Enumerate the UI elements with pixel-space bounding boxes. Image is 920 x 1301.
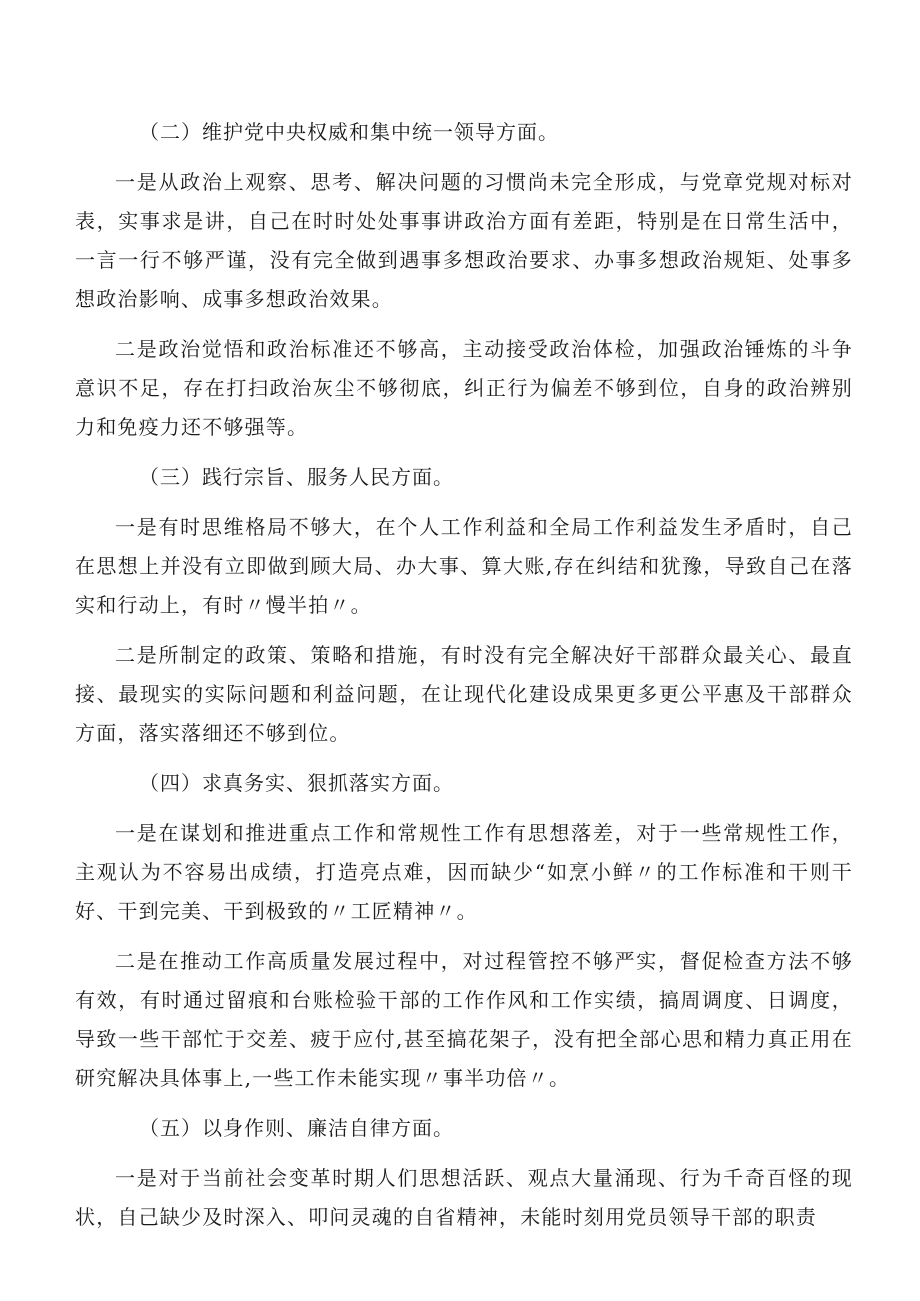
document-body: [75, 113, 853, 1248]
section-heading-4: （四）求真务实、狠抓落实方面。: [139, 771, 454, 795]
section-heading-5: （五）以身作则、廉洁自律方面。: [139, 1116, 454, 1140]
paragraph: 一是对于当前社会变革时期人们思想活跃、观点大量涌现、行为千奇百怪的现状，自己缺少及时深入、叩问灵魂的自省精神，未能时刻用党员领导干部的职责: [75, 1166, 853, 1229]
paragraph: 二是所制定的政策、策略和措施，有时没有完全解决好干部群众最关心、最直接、最现实的实际问题和利益问题，在让现代化建设成果更多更公平惠及干部群众方面，落实落细还不够到位。: [75, 643, 853, 745]
paragraph: 二是在推动工作高质量发展过程中，对过程管控不够严实，督促检查方法不够有效，有时通过留痕和台账检验干部的工作作风和工作实绩，搞周调度、日调度，导致一些干部忙于交差、疲于应付,甚至搞花架子，没有把全部心思和精力真正用在研究解决具体事上,一些工作未能实现〃事半功倍〃。: [75, 949, 853, 1090]
paragraph: 一是有时思维格局不够大，在个人工作利益和全局工作利益发生矛盾时，自己在思想上并没有立即做到顾大局、办大事、算大账,存在纠结和犹豫，导致自己在落实和行动上，有时〃慢半拍〃。: [75, 515, 853, 617]
section-heading-2: （二）维护党中央权威和集中统一领导方面。: [139, 120, 559, 144]
section-heading-3: （三）践行宗旨、服务人民方面。: [139, 465, 454, 489]
paragraph: 二是政治觉悟和政治标准还不够高，主动接受政治体检，加强政治锤炼的斗争意识不足，存在打扫政治灰尘不够彻底，纠正行为偏差不够到位，自身的政治辨别力和免疫力还不够强等。: [75, 337, 853, 439]
paragraph: 一是从政治上观察、思考、解决问题的习惯尚未完全形成，与党章党规对标对表，实事求是讲，自己在时时处处事事讲政治方面有差距，特别是在日常生活中，一言一行不够严谨，没有完全做到遇事多想政治要求、办事多想政治规矩、处事多想政治影响、成事多想政治效果。: [75, 170, 853, 311]
paragraph: 一是在谋划和推进重点工作和常规性工作有思想落差，对于一些常规性工作，主观认为不容易出成绩，打造亮点难，因而缺少“如烹小鲜〃的工作标准和干则干好、干到完美、干到极致的〃工匠精神〃。: [75, 821, 853, 923]
